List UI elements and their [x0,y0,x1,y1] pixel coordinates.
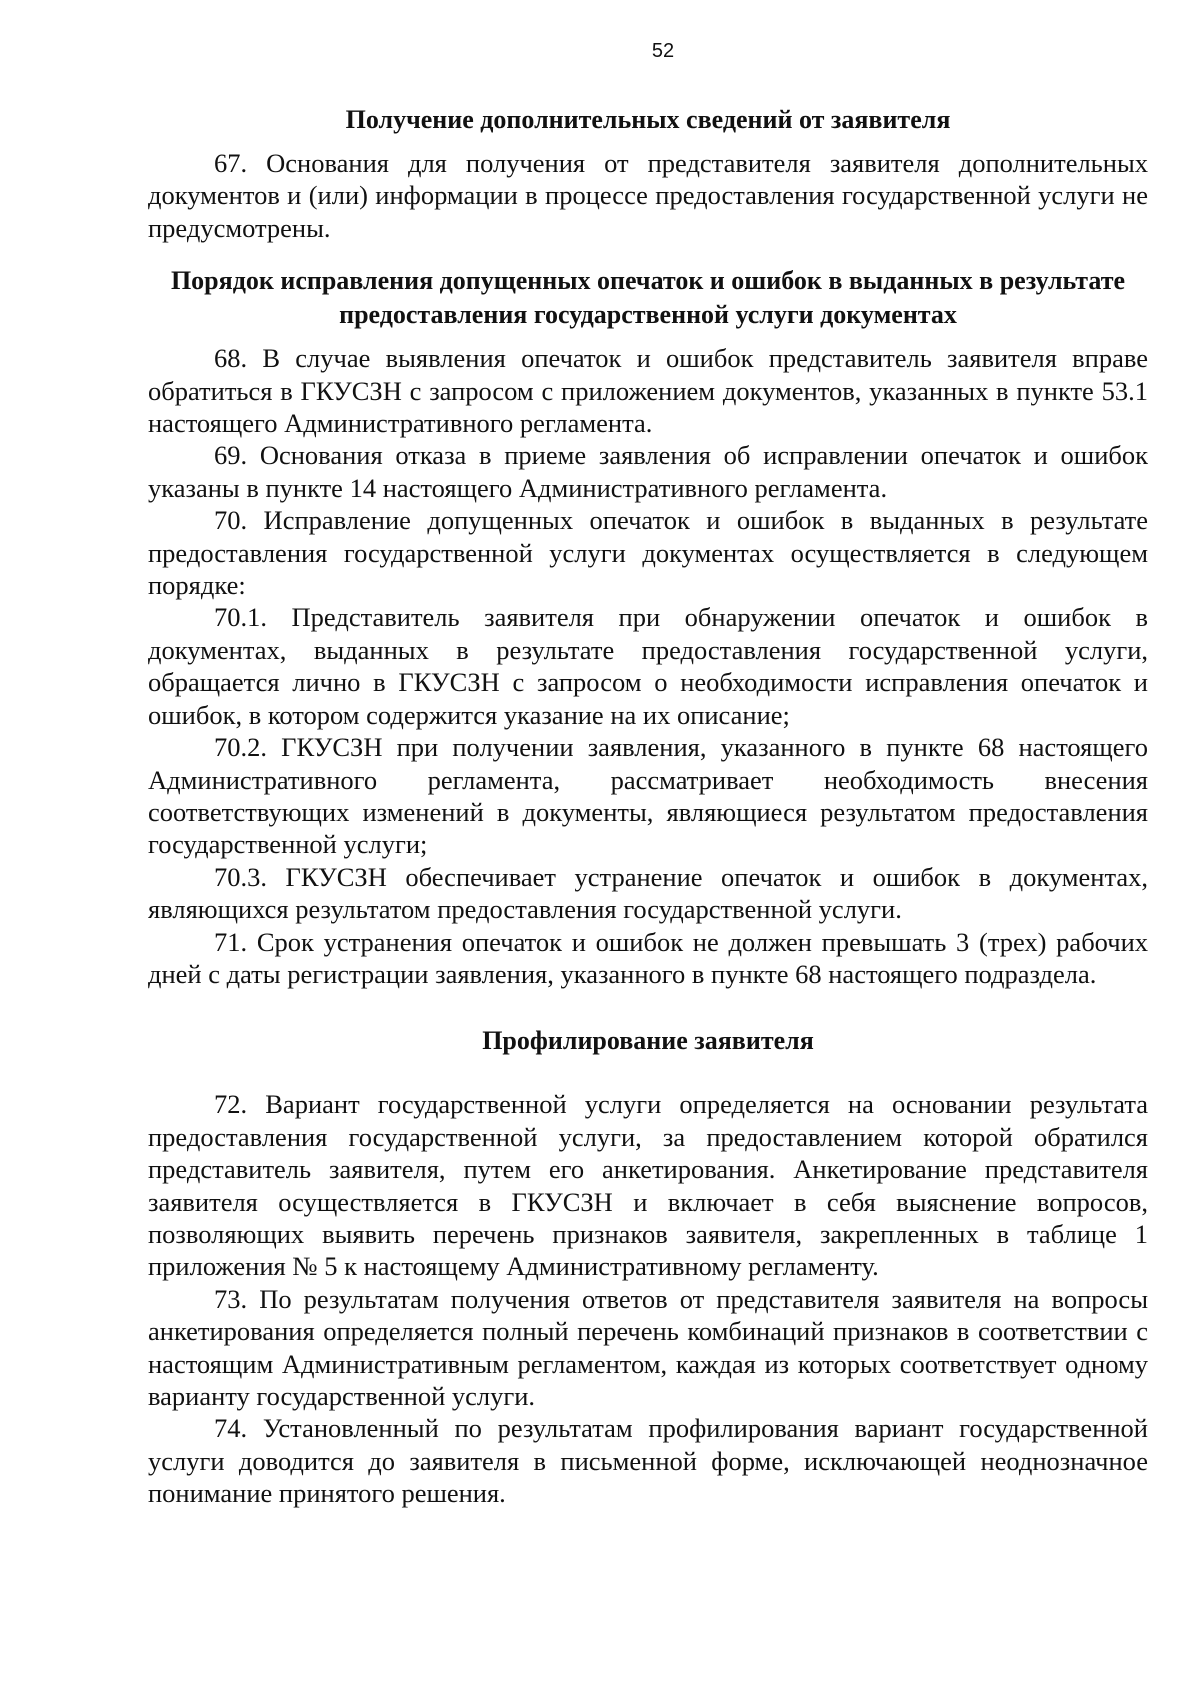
section-heading: Порядок исправления допущенных опечаток и ошибок в выданных в результате предоставления государственной услуги документах [170,266,1126,330]
section-heading: Получение дополнительных сведений от заявителя [345,105,951,134]
page-number: 52 [651,40,675,62]
paragraph-73: 73. По результатам получения ответов от представителя заявителя на вопросы анкетирования определяется полный перечень комбинаций признаков в соответствии с настоящим Административным регламентом, каждая из которых соответствует одному варианту государственной услуги. [148,1283,1148,1411]
paragraph-70-3: 70.3. ГКУСЗН обеспечивает устранение опечаток и ошибок в документах, являющихся результатом предоставления государственной услуги. [148,861,1148,925]
paragraph-74: 74. Установленный по результатам профилирования вариант государственной услуги доводится до заявителя в письменной форме, исключающей неоднозначное понимание принятого решения. [148,1413,1148,1509]
paragraph-71: 71. Срок устранения опечаток и ошибок не должен превышать 3 (трех) рабочих дней с даты регистрации заявления, указанного в пункте 68 настоящего подраздела. [148,926,1148,989]
document-page [148,40,1148,1510]
paragraph-70-1: 70.1. Представитель заявителя при обнаружении опечаток и ошибок в документах, выданных в результате предоставления государственной услуги, обращается лично в ГКУСЗН с запросом о необходимости исправления опечаток и ошибок, в котором содержится указание на их описание; [148,602,1148,730]
paragraph-72: 72. Вариант государственной услуги определяется на основании результата предоставления государственной услуги, за предоставлением которой обратился представитель заявителя, путем его анкетирования. Анкетирование представителя заявителя осуществляется в ГКУСЗН и включает в себя выяснение вопросов, позволяющих выявить перечень признаков заявителя, закрепленных в таблице 1 приложения № 5 к настоящему Административному регламенту. [148,1089,1148,1282]
paragraph-69: 69. Основания отказа в приеме заявления об исправлении опечаток и ошибок указаны в пункте 14 настоящего Административного регламента. [148,440,1148,503]
paragraph-70-2: 70.2. ГКУСЗН при получении заявления, указанного в пункте 68 настоящего Административного регламента, рассматривает необходимость внесения соответствующих изменений в документы, являющиеся результатом предоставления государственной услуги; [148,732,1148,860]
section-heading: Профилирование заявителя [482,1026,814,1056]
paragraph-70: 70. Исправление допущенных опечаток и ошибок в выданных в результате предоставления государственной услуги документах осуществляется в следующем порядке: [148,505,1148,601]
paragraph-68: 68. В случае выявления опечаток и ошибок представитель заявителя вправе обратиться в ГКУСЗН с запросом с приложением документов, указанных в пункте 53.1 настоящего Административного регламента. [148,343,1148,439]
paragraph-67: 67. Основания для получения от представителя заявителя дополнительных документов и (или) информации в процессе предоставления государственной услуги не предусмотрены. [148,148,1148,243]
